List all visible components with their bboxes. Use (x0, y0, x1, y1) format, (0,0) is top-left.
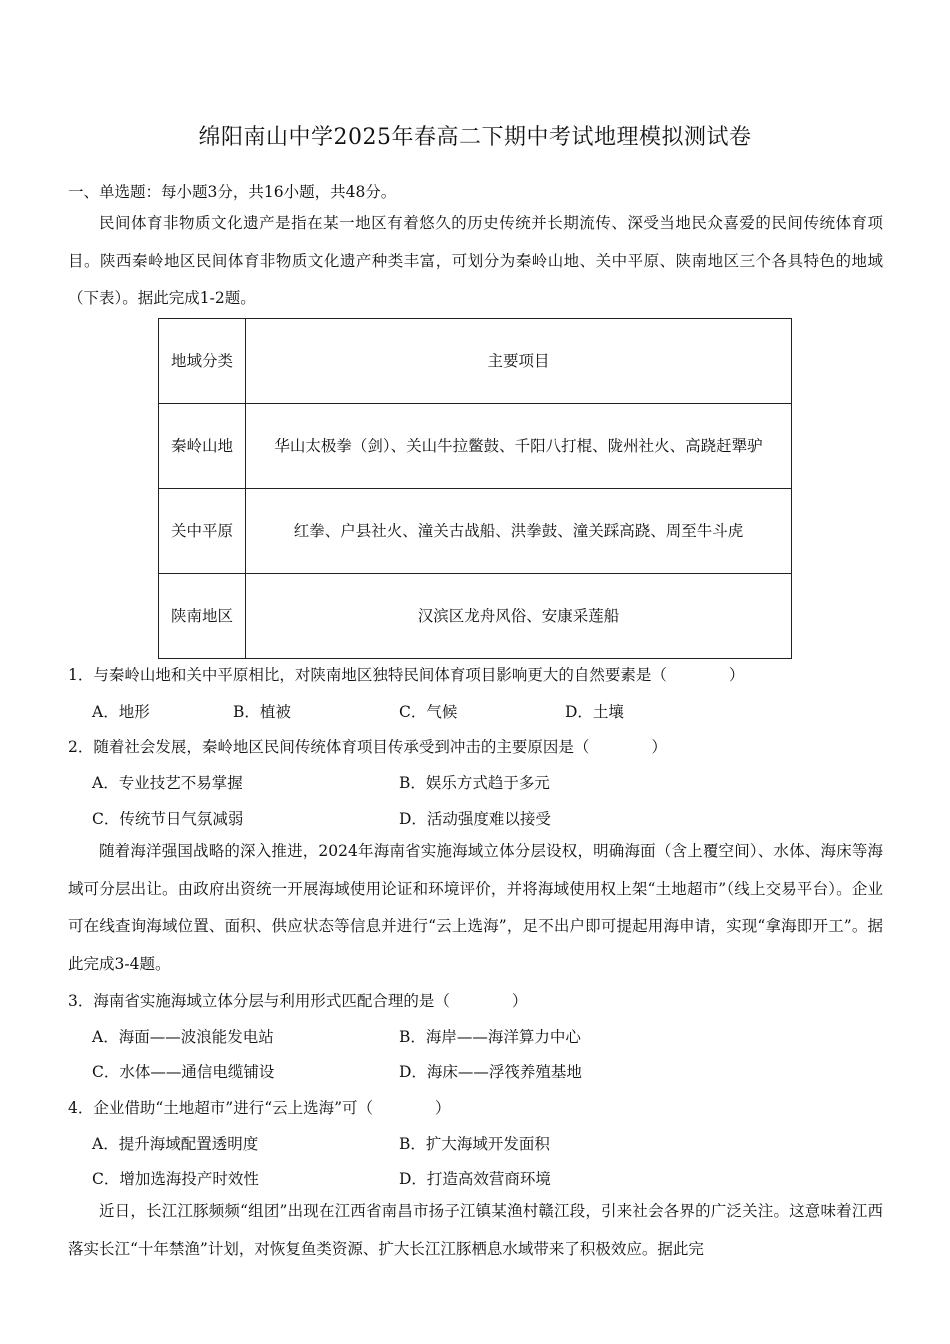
table-header-items: 主要项目 (246, 319, 792, 404)
page-title: 绵阳南山中学2025年春高二下期中考试地理模拟测试卷 (198, 125, 752, 150)
question-4-option-b[interactable]: B．扩大海域开发面积 (399, 1135, 550, 1153)
question-4-option-c[interactable]: C．增加选海投产时效性 (92, 1170, 259, 1188)
table-row (159, 489, 792, 574)
table-cell-items: 汉滨区龙舟风俗、安康采莲船 (246, 574, 792, 659)
question-2-option-d[interactable]: D．活动强度难以接受 (399, 810, 551, 828)
table-row (159, 574, 792, 659)
question-3-stem: 3．海南省实施海域立体分层与利用形式匹配合理的是（ ） (68, 992, 528, 1010)
question-3-option-d[interactable]: D．海床——浮筏养殖基地 (399, 1063, 582, 1081)
question-1-option-d[interactable]: D．土壤 (565, 703, 624, 721)
question-1-stem: 1．与秦岭山地和关中平原相比，对陕南地区独特民间体育项目影响更大的自然要素是（ ） (68, 666, 745, 684)
section-heading: 一、单选题：每小题3分，共16小题，共48分。 (68, 183, 397, 201)
question-1-option-c[interactable]: C．气候 (399, 703, 458, 721)
question-1-option-a[interactable]: A．地形 (92, 703, 150, 721)
passage-3: 近日，长江江豚频频“组团”出现在江西省南昌市扬子江镇某渔村赣江段，引来社会各界的广泛关注。这意味着江西落实长江“十年禁渔”计划，对恢复鱼类资源、扩大长江江豚栖息水域带来了积极效应。据此完 (68, 1202, 883, 1258)
table-cell-region: 秦岭山地 (159, 404, 246, 489)
question-2-option-b[interactable]: B．娱乐方式趋于多元 (399, 774, 550, 792)
question-2-option-a[interactable]: A．专业技艺不易掌握 (92, 774, 243, 792)
question-3-option-c[interactable]: C．水体——通信电缆铺设 (92, 1063, 275, 1081)
question-3-option-a[interactable]: A．海面——波浪能发电站 (92, 1028, 274, 1046)
table-cell-region: 陕南地区 (159, 574, 246, 659)
sports-heritage-table (158, 318, 792, 659)
table-header-region: 地域分类 (159, 319, 246, 404)
table-cell-region: 关中平原 (159, 489, 246, 574)
question-4-stem: 4．企业借助“土地超市”进行“云上选海”可（ ） (68, 1099, 451, 1117)
passage-1: 民间体育非物质文化遗产是指在某一地区有着悠久的历史传统并长期流传、深受当地民众喜爱的民间传统体育项目。陕西秦岭地区民间体育非物质文化遗产种类丰富，可划分为秦岭山地、关中平原、陕南地区三个各具特色的地域（下表）。据此完成1-2题。 (68, 214, 883, 307)
question-3-option-b[interactable]: B．海岸——海洋算力中心 (399, 1028, 581, 1046)
passage-2: 随着海洋强国战略的深入推进，2024年海南省实施海域立体分层设权，明确海面（含上覆空间）、水体、海床等海域可分层出让。由政府出资统一开展海域使用论证和环境评价，并将海域使用权上架“土地超市”（线上交易平台）。企业可在线查询海域位置、面积、供应状态等信息并进行“云上选海”，足不出户即可提起用海申请，实现“拿海即开工”。据此完成3-4题。 (68, 842, 883, 973)
question-1-option-b[interactable]: B．植被 (233, 703, 291, 721)
table-cell-items: 华山太极拳（剑）、关山牛拉鳖鼓、千阳八打棍、陇州社火、高跷赶犟驴 (246, 404, 792, 489)
table-header-row (159, 319, 792, 404)
table-row (159, 404, 792, 489)
table-cell-items: 红拳、户县社火、潼关古战船、洪拳鼓、潼关踩高跷、周至牛斗虎 (246, 489, 792, 574)
question-2-option-c[interactable]: C．传统节日气氛减弱 (92, 810, 244, 828)
question-4-option-a[interactable]: A．提升海域配置透明度 (92, 1135, 259, 1153)
question-2-stem: 2．随着社会发展，秦岭地区民间传统体育项目传承受到冲击的主要原因是（ ） (68, 738, 667, 756)
question-4-option-d[interactable]: D．打造高效营商环境 (399, 1170, 551, 1188)
